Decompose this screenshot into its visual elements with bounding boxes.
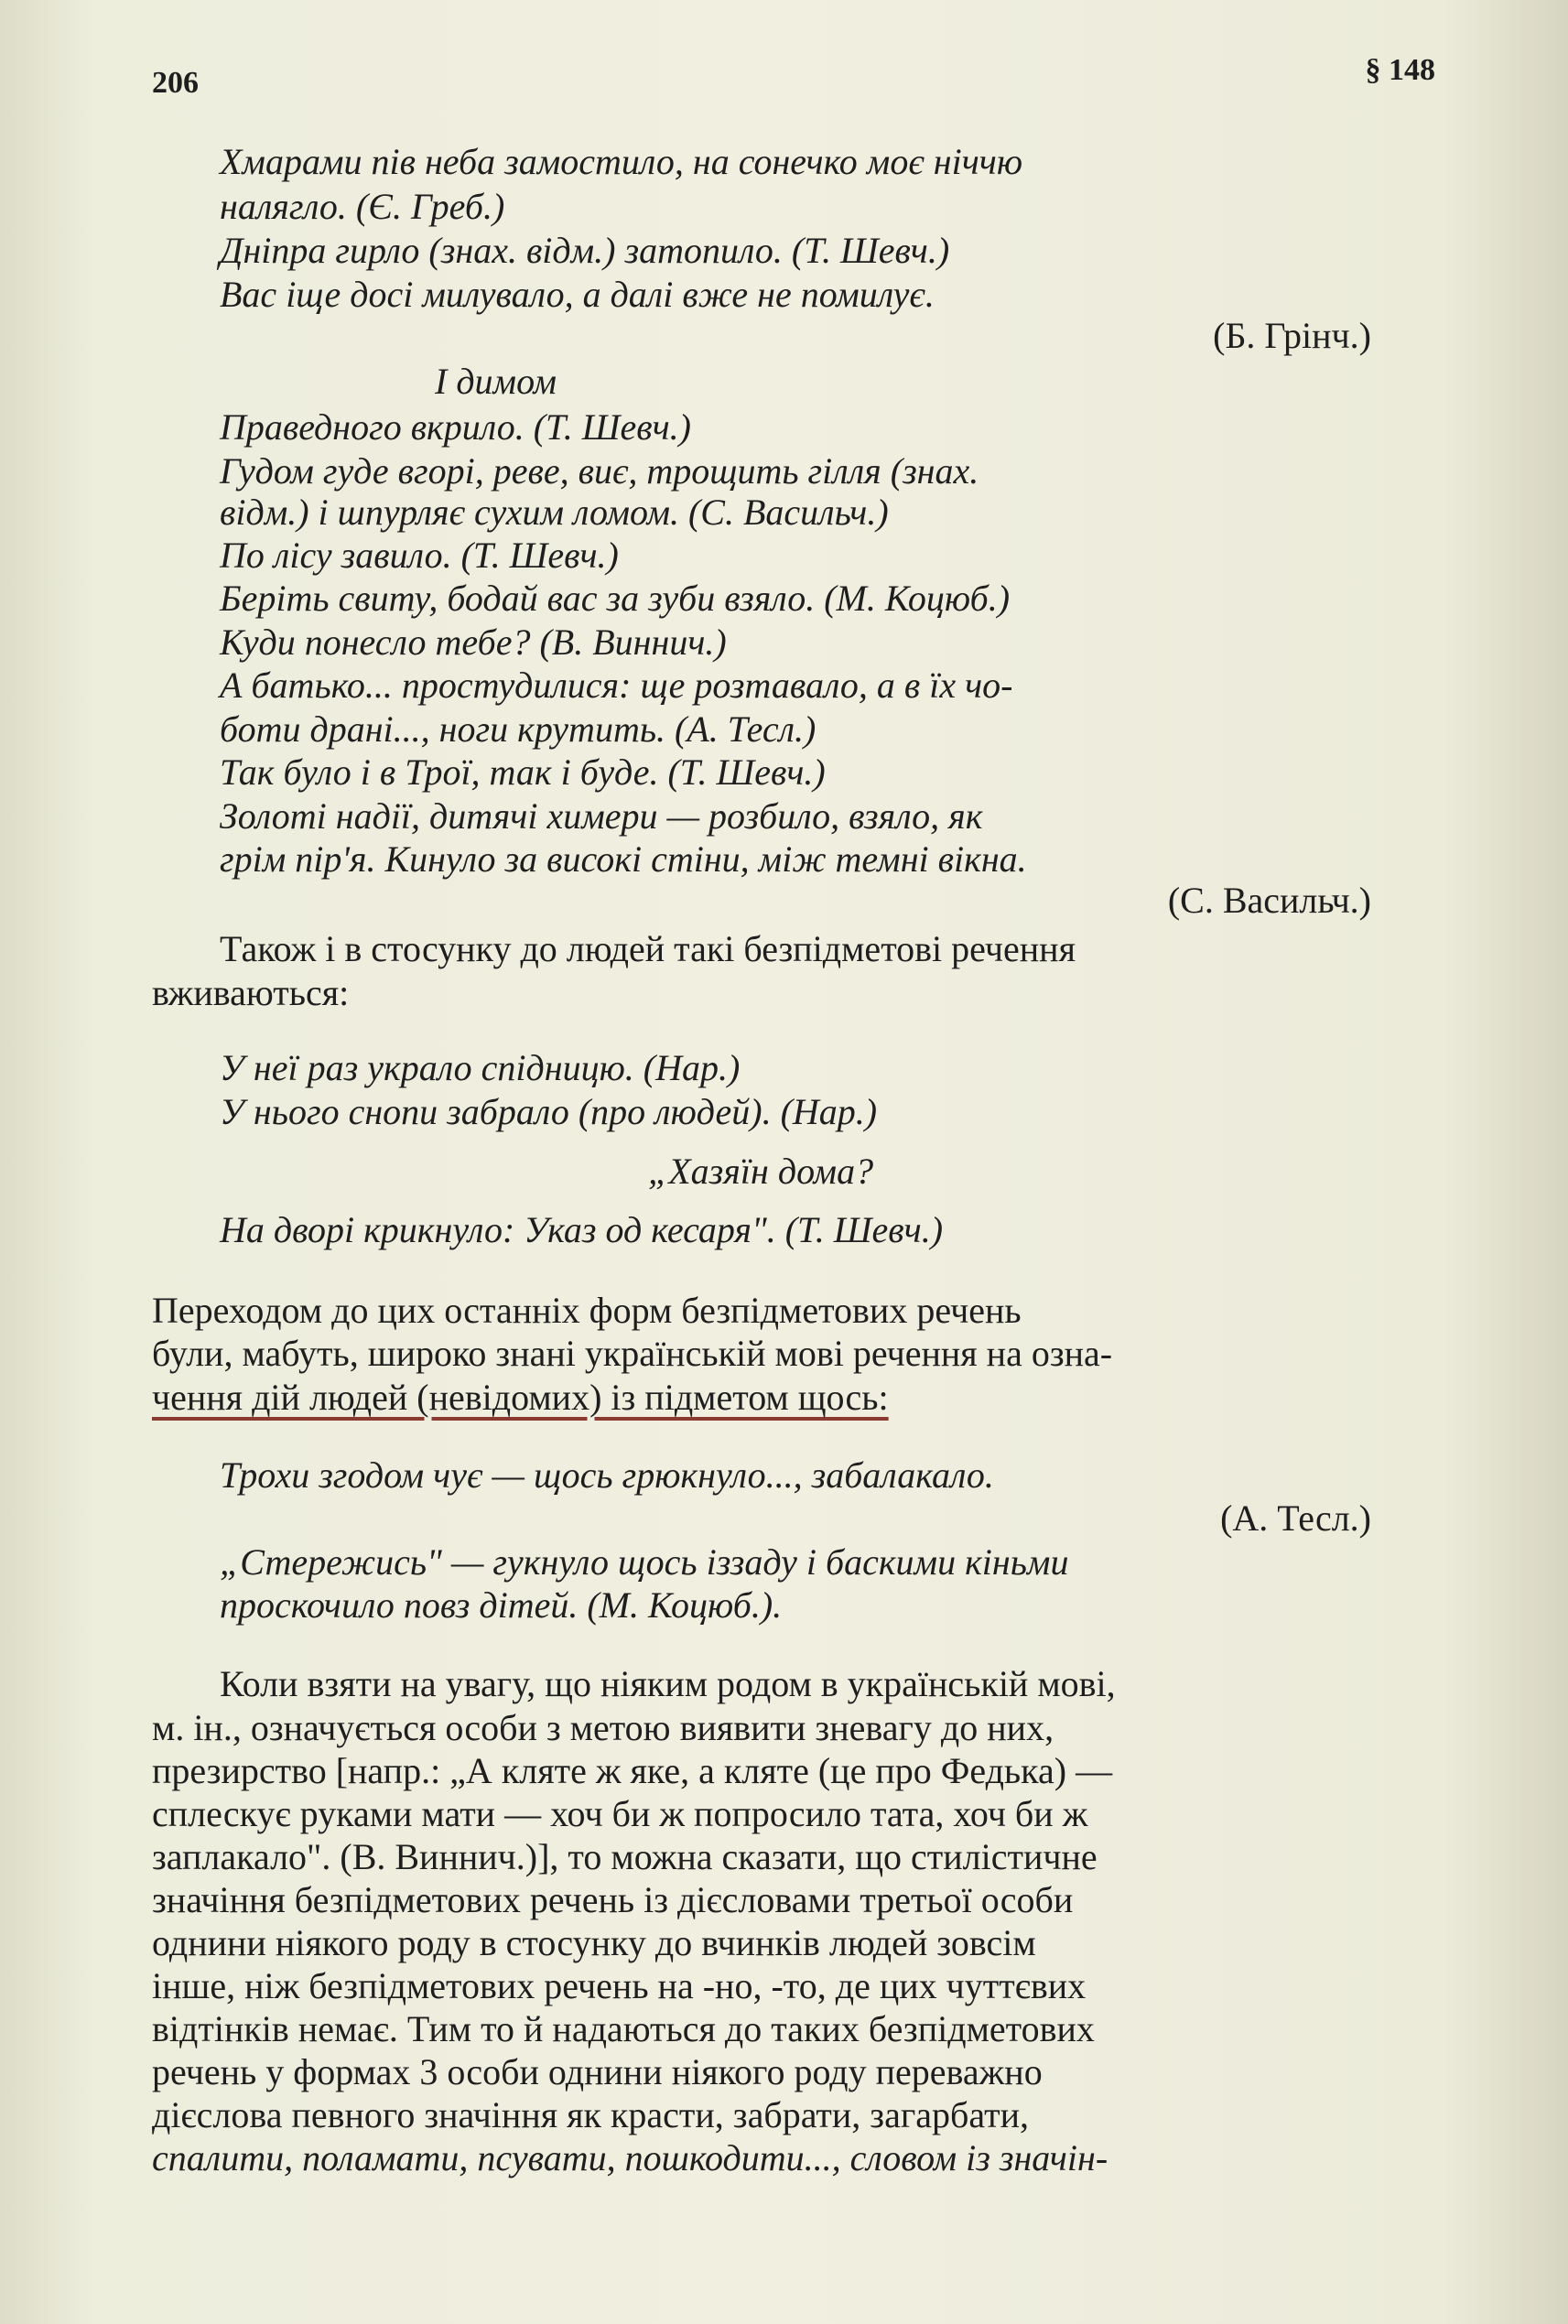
text-line: „Стережись" — гукнуло щось іззаду і баскими кіньми	[220, 1541, 1069, 1583]
text-line: Гудом гуде вгорі, реве, виє, трощить гілля (знах.	[220, 450, 979, 492]
text-line: Вас іще досі милувало, а далі вже не помилує.	[220, 274, 935, 315]
text-line: грім пір'я. Кинуло за високі стіни, між темні вікна.	[220, 838, 1027, 880]
source-citation: (Б. Грінч.)	[1213, 315, 1371, 356]
paragraph-line: сплескує руками мати — хоч би ж попросило тата, хоч би ж	[152, 1793, 1088, 1834]
paragraph-line: значіння безпідметових речень із дієсловами третьої особи	[152, 1879, 1074, 1920]
paragraph-line: речень у формах 3 особи однини ніякого роду переважно	[152, 2051, 1043, 2092]
page-number: 206	[152, 66, 199, 100]
text-line: Беріть свиту, бодай вас за зуби взяло. (М. Коцюб.)	[220, 578, 1011, 619]
source-citation: (А. Тесл.)	[1220, 1497, 1371, 1539]
paragraph-line: однини ніякого роду в стосунку до вчинків людей зовсім	[152, 1922, 1036, 1963]
paragraph-line: презирство [напр.: „А кляте ж яке, а кляте (це про Федька) —	[152, 1750, 1113, 1791]
text-line: Трохи згодом чує — щось грюкнуло..., забалакало.	[220, 1454, 994, 1496]
text-line: „Хазяїн дома?	[648, 1151, 874, 1192]
text-line: відм.) і шпурляє сухим ломом. (С. Васильч.)	[220, 492, 889, 533]
text-line: На дворі крикнуло: Указ од кесаря". (Т. Шевч.)	[220, 1209, 944, 1250]
paragraph-line: були, мабуть, широко знані українській мові речення на озна-	[152, 1333, 1113, 1374]
paragraph-line: дієслова певного значіння як красти, забрати, загарбати,	[152, 2094, 1029, 2135]
paragraph-line: інше, ніж безпідметових речень на -но, -то, де цих чуттєвих	[152, 1965, 1087, 2006]
paragraph-line: вживаються:	[152, 972, 350, 1013]
text-line: Праведного вкрило. (Т. Шевч.)	[220, 406, 691, 448]
text-line: Хмарами пів неба замостило, на сонечко моє ніччю	[220, 141, 1023, 182]
text-line: боти драні..., ноги крутить. (А. Тесл.)	[220, 708, 816, 750]
paragraph-line: Коли взяти на увагу, що ніяким родом в українській мові,	[220, 1663, 1116, 1704]
source-citation: (С. Васильч.)	[1167, 880, 1371, 921]
text-line: Так було і в Трої, так і буде. (Т. Шевч.)	[220, 751, 826, 793]
paragraph-line: відтінків немає. Тим то й надаються до таких безпідметових	[152, 2008, 1095, 2049]
text-line: Куди понесло тебе? (В. Виннич.)	[220, 622, 727, 663]
text-line: проскочило повз дітей. (М. Коцюб.).	[220, 1584, 783, 1626]
paragraph-line: м. ін., означується особи з метою виявити зневагу до них,	[152, 1707, 1054, 1748]
text-line: Дніпра гирло (знах. відм.) затопило. (Т. Шевч.)	[220, 230, 950, 271]
section-number: § 148	[1365, 53, 1435, 87]
text-line: У неї раз украло спідницю. (Нар.)	[220, 1047, 741, 1088]
paragraph-line: Переходом до цих останніх форм безпідметових речень	[152, 1290, 1022, 1331]
text-line: налягло. (Є. Греб.)	[220, 186, 505, 227]
paragraph-line: заплакало". (В. Виннич.)], то можна сказати, що стилістичне	[152, 1836, 1098, 1877]
text-line: А батько... простудилися: ще розтавало, а в їх чо-	[220, 665, 1013, 706]
text-line: Золоті надії, дитячі химери — розбило, взяло, як	[220, 795, 983, 837]
paragraph-line: Також і в стосунку до людей такі безпідметові речення	[220, 928, 1076, 969]
page-header	[146, 53, 1435, 99]
text-line: І димом	[435, 361, 557, 402]
text-line: У нього снопи забрало (про людей). (Нар.)	[220, 1091, 878, 1132]
paragraph-line: чення дій людей (невідомих) із підметом щось:	[152, 1377, 889, 1418]
text-line: По лісу завило. (Т. Шевч.)	[220, 535, 619, 576]
paragraph-line: спалити, поламати, псувати, пошкодити..., словом із значін-	[152, 2137, 1108, 2178]
